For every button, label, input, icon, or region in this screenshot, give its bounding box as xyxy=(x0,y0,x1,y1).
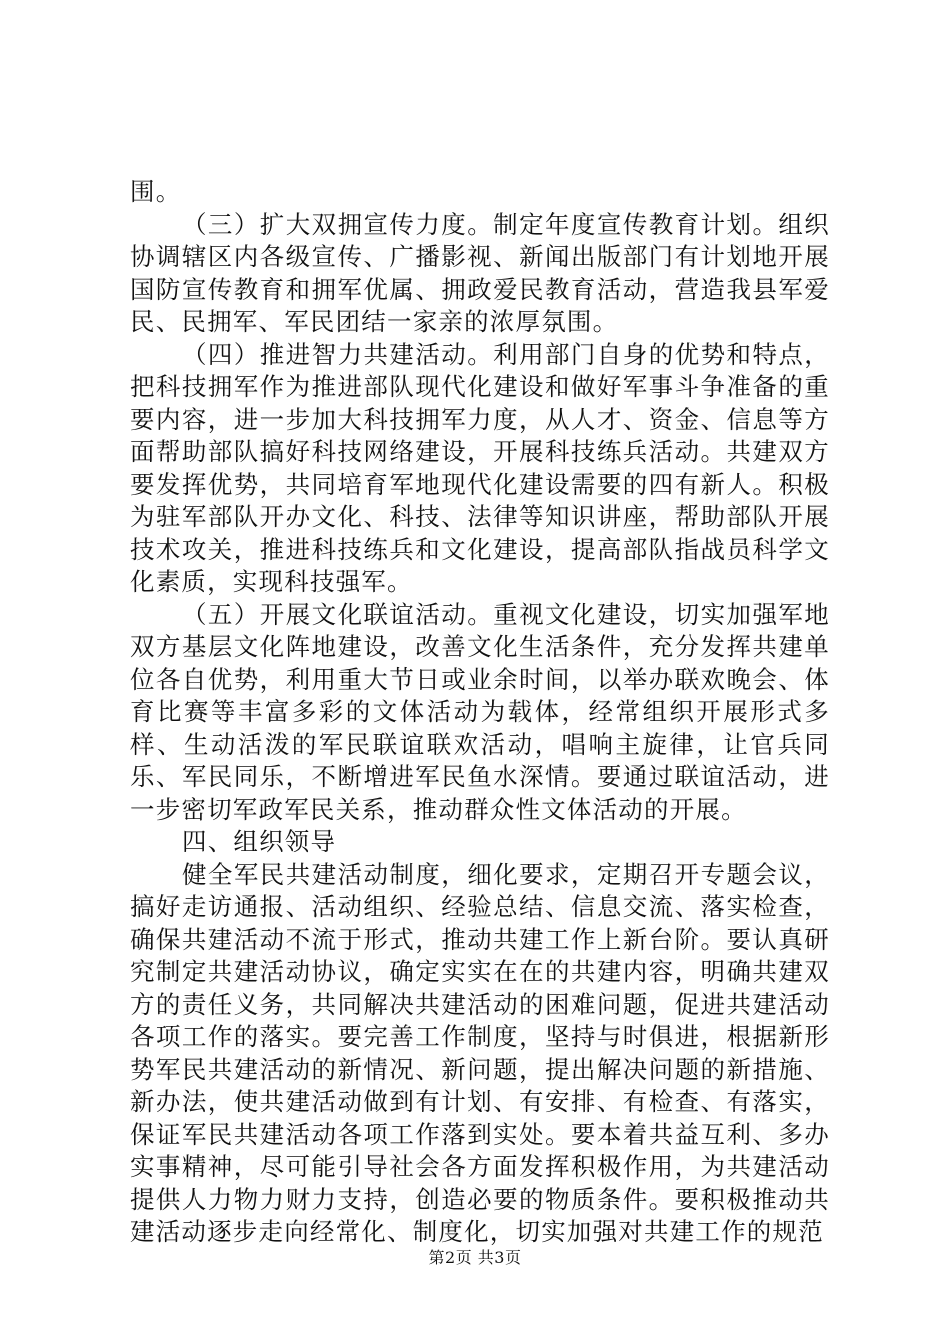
section-heading-organization: 四、组织领导 xyxy=(182,827,337,856)
paragraph-section-3: （三）扩大双拥宣传力度。制定年度宣传教育计划。组织协调辖区内各级宣传、广播影视、新闻出版部门有计划地开展国防宣传教育和拥军优属、拥政爱民教育活动，营造我县军爱民、民拥军、军民团结一家亲的浓厚氛围。 xyxy=(130,209,830,336)
paragraph-section-4: （四）推进智力共建活动。利用部门自身的优势和特点，把科技拥军作为推进部队现代化建设和做好军事斗争准备的重要内容，进一步加大科技拥军力度，从人才、资金、信息等方面帮助部队搞好科技网络建设，开展科技练兵活动。共建双方要发挥优势，共同培育军地现代化建设需要的四有新人。积极为驻军部队开办文化、科技、法律等知识讲座，帮助部队开展技术攻关，推进科技练兵和文化建设，提高部队指战员科学文化素质，实现科技强军。 xyxy=(130,339,830,596)
paragraph-section-5: （五）开展文化联谊活动。重视文化建设，切实加强军地双方基层文化阵地建设，改善文化生活条件，充分发挥共建单位各自优势，利用重大节日或业余时间，以举办联欢晚会、体育比赛等丰富多彩的文体活动为载体，经常组织开展形式多样、生动活泼的军民联谊联欢活动，唱响主旋律，让官兵同乐、军民同乐，不断增进军民鱼水深情。要通过联谊活动，进一步密切军政军民关系，推动群众性文体活动的开展。 xyxy=(130,599,830,824)
document-body xyxy=(130,176,830,1249)
paragraph-continuation: 围。 xyxy=(130,177,182,206)
paragraph-organization-body: 健全军民共建活动制度，细化要求，定期召开专题会议，搞好走访通报、活动组织、经验总结、信息交流、落实检查，确保共建活动不流于形式，推动共建工作上新台阶。要认真研究制定共建活动协议，确定实实在在的共建内容，明确共建双方的责任义务，共同解决共建活动的困难问题，促进共建活动各项工作的落实。要完善工作制度，坚持与时俱进，根据新形势军民共建活动的新情况、新问题，提出解决问题的新措施、新办法，使共建活动做到有计划、有安排、有检查、有落实，保证军民共建活动各项工作落到实处。要本着共益互利、多办实事精神，尽可能引导社会各方面发挥积极作用，为共建活动提供人力物力财力支持，创造必要的物质条件。要积极推动共建活动逐步走向经常化、制度化，切实加强对共建工作的规范 xyxy=(130,859,830,1246)
page-footer: 第2页 共3页 xyxy=(428,1248,522,1267)
